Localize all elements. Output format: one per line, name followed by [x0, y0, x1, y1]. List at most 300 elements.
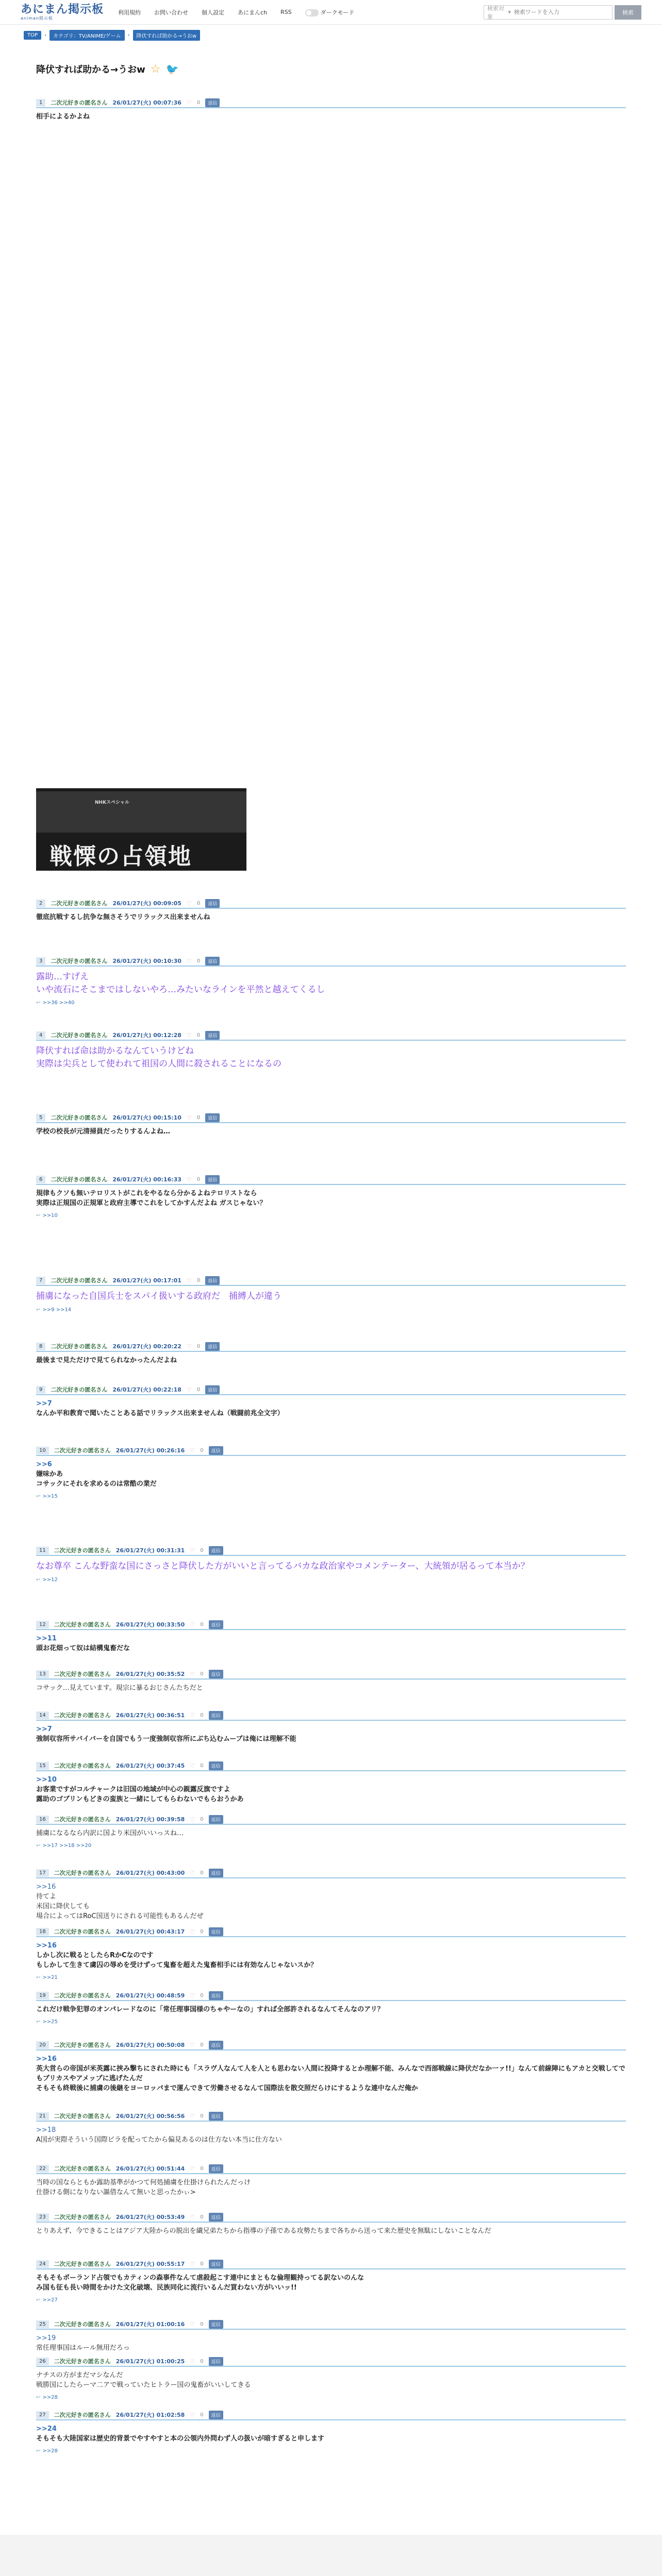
logo-subtext: animan掲示板 [21, 15, 53, 21]
back-references [36, 1577, 626, 1583]
poster-name: 二次元好きの匿名さん [51, 99, 108, 106]
post-number[interactable]: 16 [36, 1816, 49, 1823]
heart-count: 0 [200, 2358, 204, 2364]
post-text-line: 待てよ [36, 1892, 57, 1901]
reply-anchor-link[interactable]: >>16 [36, 1883, 56, 1891]
post-meta [36, 2212, 626, 2223]
heart-icon[interactable]: ♡ [190, 2320, 195, 2328]
reply-button[interactable]: 返信 [209, 2112, 223, 2121]
back-references [36, 1843, 626, 1849]
post-body [36, 2122, 626, 2145]
nav-contact-link[interactable]: お問い合わせ [154, 9, 189, 16]
post-number[interactable]: 15 [36, 1762, 49, 1770]
post-date: 26/01/27(火) 00:43:00 [115, 1870, 185, 1876]
post-number[interactable]: 18 [36, 1928, 49, 1936]
post-body [36, 2367, 626, 2391]
post-number[interactable]: 12 [36, 1621, 49, 1629]
reply-button[interactable]: 返信 [209, 1711, 223, 1720]
reply-arrow-icon: ↩ [36, 1974, 41, 1980]
post-text-line: 実際は尖兵として使われて祖国の人間に殺されることになるの [36, 1058, 282, 1069]
post-body [36, 1395, 626, 1419]
post-meta [36, 1669, 626, 1680]
post-text-line: ナチスの方がまだマシなんだ [36, 2371, 123, 2379]
post-text-line: 実際は正規国の正規軍と政府主導でこれをしてかすんだよね ガスじゃない？ [36, 1199, 267, 1207]
reply-button[interactable]: 返信 [205, 1385, 220, 1394]
post-number[interactable]: 2 [36, 900, 45, 907]
post-date: 26/01/27(火) 00:07:36 [112, 99, 181, 106]
post-meta [36, 2259, 626, 2269]
reply-anchor-link[interactable]: >>19 [36, 2334, 56, 2342]
post-number[interactable]: 11 [36, 1547, 49, 1554]
heart-count: 0 [200, 1870, 204, 1876]
post-text-line: 強制収容所サバイバーを自国でもう一度強制収容所にぶち込むムーブは俺には理解不能 [36, 1735, 296, 1743]
post-body [36, 909, 626, 923]
post-text-line: 降伏すれば命は助かるなんていうけどね [36, 1046, 194, 1056]
post-body [36, 967, 626, 996]
post [36, 2040, 626, 2093]
post-date: 26/01/27(火) 00:37:45 [115, 1762, 185, 1769]
post-date: 26/01/27(火) 00:39:58 [115, 1816, 185, 1823]
reply-button[interactable]: 返信 [209, 2213, 223, 2222]
poster-name: 二次元好きの匿名さん [51, 1386, 108, 1393]
post-text-line: 頭お花畑って奴は結構鬼畜だな [36, 1644, 130, 1652]
logo-text: あにまん掲示板 [21, 3, 104, 16]
search-area [484, 5, 641, 20]
poster-name: 二次元好きの匿名さん [54, 2042, 111, 2048]
post-body [36, 2330, 626, 2353]
post [36, 1927, 626, 1980]
back-reference-links[interactable]: >>10 [42, 1212, 58, 1218]
search-input[interactable] [514, 9, 609, 15]
back-reference-links[interactable]: >>25 [42, 2019, 58, 2025]
heart-icon[interactable]: ♡ [186, 1386, 192, 1393]
post-text-line: 露助…すげえ [36, 972, 89, 982]
breadcrumb-separator-icon: › [44, 32, 47, 38]
reply-button[interactable]: 返信 [209, 1670, 223, 1679]
reply-arrow-icon: ↩ [36, 1307, 41, 1313]
heart-count: 0 [200, 1447, 204, 1453]
post [36, 1546, 626, 1583]
reply-button[interactable]: 返信 [209, 2357, 223, 2366]
post-text-line: そもそも大陸国家は歴史的背景でやすやすと本の公領内外問わず人の扱いが暗すぎると申します [36, 2434, 325, 2443]
nav-animanch-link[interactable]: あにまんch [238, 9, 268, 16]
post-number[interactable]: 8 [36, 1343, 45, 1350]
thread-header [0, 45, 662, 81]
post-meta [36, 1991, 626, 2001]
post-body [36, 1041, 626, 1070]
post-number[interactable]: 1 [36, 99, 45, 107]
post-text-line: 規律もクソも無いテロリストがこれをやるなら分かるよねテロリストなら [36, 1190, 257, 1197]
post-date: 26/01/27(火) 00:36:51 [115, 1712, 185, 1719]
reply-button[interactable]: 返信 [209, 2411, 223, 2419]
reply-button[interactable]: 返信 [209, 2041, 223, 2049]
twitter-share-icon[interactable]: 🐦 [166, 63, 179, 75]
favorite-star-icon[interactable]: ☆ [150, 62, 161, 76]
post-meta [36, 899, 626, 909]
post-date: 26/01/27(火) 01:00:16 [115, 2321, 185, 2328]
heart-icon[interactable]: ♡ [190, 2112, 195, 2120]
reply-button[interactable]: 返信 [205, 1342, 220, 1351]
post-meta [36, 1815, 626, 1825]
post-body [36, 2223, 626, 2236]
post-text-line: なお尊卒 こんな野蛮な国にさっさと降伏した方がいいと言ってるバカな政治家やコメンテーター、大統領が居るって本当か？ [36, 1561, 529, 1571]
heart-icon[interactable]: ♡ [190, 2041, 195, 2048]
reply-button[interactable]: 返信 [209, 1546, 223, 1555]
heart-count: 0 [196, 1032, 201, 1038]
post-body [36, 2001, 626, 2015]
reply-button[interactable]: 返信 [205, 957, 220, 965]
heart-icon[interactable]: ♡ [190, 1621, 195, 1628]
heart-icon[interactable]: ♡ [190, 2213, 195, 2221]
post-body [36, 2269, 626, 2293]
post-date: 26/01/27(火) 00:09:05 [112, 900, 181, 907]
heart-icon[interactable]: ♡ [190, 2260, 195, 2267]
back-reference-links[interactable]: >>27 [42, 2297, 58, 2303]
reply-arrow-icon: ↩ [36, 2448, 41, 2454]
post-number[interactable]: 4 [36, 1031, 45, 1039]
post-text-line: とりあえず、今できることはアジア大陸からの脱出を繊兄弟たちから指導の子孫である攻勢たちまで各ちから送って来た歴史を無駄にしないことなんだ [36, 2227, 491, 2235]
post-number[interactable]: 23 [36, 2213, 49, 2221]
back-reference-links[interactable]: >>9 >>14 [42, 1307, 72, 1313]
post [36, 1710, 626, 1744]
site-header [0, 0, 662, 25]
heart-count: 0 [196, 99, 201, 106]
reply-anchor-link[interactable]: >>7 [36, 1725, 52, 1733]
heart-count: 0 [196, 1343, 201, 1349]
post-meta [36, 2319, 626, 2330]
post-text-line: これだけ戦争犯罪のオンパレードなのに「常任理事国様のちゃやーなの」すれば全部許されるなんてそんなのアリ？ [36, 2006, 384, 2013]
post-meta [36, 2164, 626, 2174]
post [36, 1113, 626, 1137]
post-meta [36, 956, 626, 967]
post-date: 26/01/27(火) 00:50:08 [115, 2042, 185, 2048]
search-box [484, 5, 613, 20]
back-references [36, 1000, 626, 1006]
post-text-line: いや流石にそこまではしないやろ…みたいなラインを平然と越えてくるし [36, 984, 325, 995]
poster-name: 二次元好きの匿名さん [54, 1447, 111, 1454]
post [36, 1030, 626, 1070]
post-number[interactable]: 17 [36, 1869, 49, 1877]
reply-button[interactable]: 返信 [209, 1927, 223, 1936]
post-meta [36, 1030, 626, 1041]
heart-count: 0 [200, 2165, 204, 2172]
post-body [36, 1286, 626, 1303]
post [36, 2259, 626, 2303]
poster-name: 二次元好きの匿名さん [51, 900, 108, 907]
post-meta [36, 1927, 626, 1937]
reply-button[interactable]: 返信 [209, 1761, 223, 1770]
post-date: 26/01/27(火) 00:15:10 [112, 1114, 181, 1121]
back-reference-links[interactable]: >>21 [42, 1974, 58, 1980]
heart-icon[interactable]: ♡ [190, 1762, 195, 1769]
post-meta [36, 2357, 626, 2367]
post-number[interactable]: 24 [36, 2260, 49, 2268]
poster-name: 二次元好きの匿名さん [54, 1712, 111, 1719]
post-number[interactable]: 9 [36, 1386, 45, 1394]
poster-name: 二次元好きの匿名さん [51, 1176, 108, 1183]
reply-button[interactable]: 返信 [205, 1113, 220, 1122]
nav-settings-link[interactable]: 個人設定 [202, 9, 225, 16]
post-date: 26/01/27(火) 00:51:44 [115, 2165, 185, 2172]
post [36, 1815, 626, 1849]
post-meta [36, 2410, 626, 2420]
post-text-line: 当時の国ならともか露助基準がかつて何処捕虜を仕掛けられたんだっけ [36, 2179, 251, 2187]
poster-name: 二次元好きの匿名さん [51, 1032, 108, 1039]
post-text-line: 最後まで見ただけで見てられなかったんだよね [36, 1357, 177, 1364]
post-number[interactable]: 13 [36, 1670, 49, 1678]
heart-count: 0 [196, 1386, 201, 1393]
reply-button[interactable]: 返信 [209, 2260, 223, 2268]
heart-icon[interactable]: ♡ [190, 1547, 195, 1554]
image-program-logo: NHKスペシャル [95, 800, 129, 805]
post [36, 1276, 626, 1313]
post-body [36, 1123, 626, 1137]
post-text-line: 学校の校長が元清掃員だったりするんよね… [36, 1128, 171, 1136]
search-target-select[interactable]: 検索対象 [487, 5, 504, 20]
post-meta [36, 1342, 626, 1352]
heart-icon[interactable]: ♡ [190, 1816, 195, 1823]
post-text-line: A国が実際そういう国際ビラを配ってたから偏見あるのは仕方ない本当に仕方ない [36, 2136, 282, 2144]
post-number[interactable]: 25 [36, 2320, 49, 2328]
post-number[interactable]: 10 [36, 1447, 49, 1454]
post-meta [36, 2040, 626, 2050]
heart-count: 0 [200, 2113, 204, 2119]
breadcrumb-thread[interactable]: 降伏すれば助かる→うおw [133, 30, 201, 41]
breadcrumb [0, 25, 662, 45]
heart-count: 0 [200, 1712, 204, 1718]
post-number[interactable]: 7 [36, 1277, 45, 1284]
poster-name: 二次元好きの匿名さん [54, 1870, 111, 1876]
post-number[interactable]: 14 [36, 1711, 49, 1719]
post-date: 26/01/27(火) 00:35:52 [115, 1671, 185, 1677]
post-body [36, 1878, 626, 1921]
back-references [36, 1494, 626, 1499]
heart-icon[interactable]: ♡ [190, 2358, 195, 2365]
heart-count: 0 [196, 900, 201, 906]
page-title: 降伏すれば助かる→うおw [36, 64, 145, 75]
heart-icon[interactable]: ♡ [186, 1277, 192, 1284]
nav-terms-link[interactable]: 利用規約 [118, 9, 141, 16]
post-meta [36, 1710, 626, 1721]
heart-icon[interactable]: ♡ [186, 1031, 192, 1039]
reply-arrow-icon: ↩ [36, 1577, 41, 1583]
post [36, 1620, 626, 1654]
back-reference-links[interactable]: >>28 [42, 2448, 58, 2454]
poster-name: 二次元好きの匿名さん [51, 1114, 108, 1121]
heart-icon[interactable]: ♡ [186, 1343, 192, 1350]
heart-count: 0 [200, 1762, 204, 1769]
breadcrumb-top[interactable]: TOP [24, 31, 41, 40]
post-text-line: 場合によってはRoC国送りにされる可能性もあるんだぜ [36, 1912, 204, 1920]
poster-name: 二次元好きの匿名さん [54, 2321, 111, 2328]
post-number[interactable]: 21 [36, 2112, 49, 2120]
post-body [36, 2420, 626, 2444]
back-reference-links[interactable]: >>15 [42, 1493, 58, 1499]
reply-button[interactable]: 返信 [209, 1620, 223, 1629]
heart-icon[interactable]: ♡ [190, 1928, 195, 1935]
post-body [36, 2050, 626, 2093]
post-date: 26/01/27(火) 00:53:49 [115, 2214, 185, 2221]
post-meta [36, 1446, 626, 1456]
heart-count: 0 [200, 1621, 204, 1628]
reply-button[interactable]: 返信 [209, 2320, 223, 2329]
chevron-down-icon: ▾ [508, 9, 511, 15]
reply-anchor-link[interactable]: >>18 [36, 2126, 56, 2134]
heart-icon[interactable]: ♡ [186, 957, 192, 964]
post-date: 26/01/27(火) 00:16:33 [112, 1176, 181, 1183]
post-number[interactable]: 27 [36, 2411, 49, 2419]
post [36, 956, 626, 1006]
back-reference-links[interactable]: >>36 >>40 [42, 1000, 75, 1006]
reply-anchor-link[interactable]: >>7 [36, 1400, 52, 1408]
post-number[interactable]: 26 [36, 2358, 49, 2365]
post [36, 2357, 626, 2400]
heart-icon[interactable]: ♡ [190, 1447, 195, 1454]
search-button[interactable]: 検索 [615, 5, 641, 20]
reply-button[interactable]: 返信 [209, 2164, 223, 2173]
post-body [36, 1456, 626, 1489]
heart-icon[interactable]: ♡ [186, 900, 192, 907]
post-text-line: そもそもポーランド占領でもカティンの森事件なんて虐殺起こす連中にまともな倫理観持ってる訳ないのんな [36, 2274, 364, 2282]
site-logo[interactable] [21, 4, 104, 21]
poster-name: 二次元好きの匿名さん [54, 2214, 111, 2221]
post-number[interactable]: 22 [36, 2165, 49, 2173]
post-meta [36, 1175, 626, 1185]
post-meta [36, 1276, 626, 1286]
poster-name: 二次元好きの匿名さん [51, 1277, 108, 1284]
post [36, 1761, 626, 1805]
post-number[interactable]: 6 [36, 1176, 45, 1183]
post-meta [36, 1113, 626, 1123]
poster-name: 二次元好きの匿名さん [54, 2261, 111, 2267]
heart-icon[interactable]: ♡ [186, 1114, 192, 1121]
post-body [36, 1185, 626, 1209]
reply-anchor-link[interactable]: >>11 [36, 1635, 57, 1642]
toggle-switch[interactable] [305, 9, 319, 16]
nav-rss-link[interactable]: RSS [280, 9, 292, 15]
post-body [36, 1352, 626, 1366]
post-number[interactable]: 5 [36, 1114, 45, 1122]
post-text-line: なんか平和教育で聞いたことある話でリラックス出来ませんね（戦闘前兆全文字） [36, 1409, 284, 1417]
poster-name: 二次元好きの匿名さん [54, 1816, 111, 1823]
heart-icon[interactable]: ♡ [190, 1869, 195, 1876]
post-date: 26/01/27(火) 00:22:18 [112, 1386, 181, 1393]
poster-name: 二次元好きの匿名さん [54, 1762, 111, 1769]
reply-button[interactable]: 返信 [205, 899, 220, 908]
back-reference-links[interactable]: >>17 >>18 >>20 [42, 1842, 92, 1849]
post [36, 2212, 626, 2236]
post-number[interactable]: 20 [36, 2041, 49, 2049]
heart-icon[interactable]: ♡ [190, 2411, 195, 2418]
post-date: 26/01/27(火) 00:26:16 [115, 1447, 185, 1454]
back-references [36, 2448, 626, 2454]
post-date: 26/01/27(火) 00:43:17 [115, 1928, 185, 1935]
post-text-line: 捕虜になるなら内訳に国より米国がいいっスね… [36, 1829, 184, 1837]
heart-count: 0 [196, 958, 201, 964]
post-text-line: もしかして生きて虜囚の辱めを受けずって鬼畜を超えた鬼畜相手には有効なんじゃないスか？ [36, 1961, 318, 1969]
back-references [36, 2019, 626, 2025]
back-reference-links[interactable]: >>12 [42, 1577, 58, 1583]
post-text-line: 露助のゴブリンもどきの蛮族と一緒にしてもらわないでもらおうかあ [36, 1795, 244, 1803]
reply-button[interactable]: 返信 [205, 1031, 220, 1040]
post-date: 26/01/27(火) 00:17:01 [112, 1277, 181, 1284]
post-number[interactable]: 3 [36, 957, 45, 965]
reply-button[interactable]: 返信 [205, 1276, 220, 1285]
heart-count: 0 [200, 1671, 204, 1677]
reply-arrow-icon: ↩ [36, 1000, 41, 1006]
post-meta [36, 98, 626, 108]
post-body [36, 108, 626, 122]
heart-icon[interactable]: ♡ [190, 2165, 195, 2172]
heart-icon[interactable]: ♡ [190, 1670, 195, 1677]
breadcrumb-category[interactable]: カテゴリ：TV/ANIME/ゲーム [49, 30, 125, 41]
reply-button[interactable]: 返信 [205, 98, 220, 107]
post [36, 2111, 626, 2145]
reply-anchor-link[interactable]: >>16 [36, 2055, 57, 2063]
reply-arrow-icon: ↩ [36, 2394, 41, 2400]
heart-count: 0 [200, 1547, 204, 1553]
poster-name: 二次元好きの匿名さん [54, 1547, 111, 1554]
heart-icon[interactable]: ♡ [190, 1992, 195, 1999]
back-references [36, 1307, 626, 1313]
post-date: 26/01/27(火) 01:00:25 [115, 2358, 185, 2365]
heart-count: 0 [200, 2321, 204, 2327]
post-date: 26/01/27(火) 00:33:50 [115, 1621, 185, 1628]
back-references [36, 1213, 626, 1218]
reply-anchor-link[interactable]: >>10 [36, 1776, 57, 1784]
dark-mode-toggle[interactable] [305, 8, 355, 16]
post [36, 1342, 626, 1366]
post [36, 2319, 626, 2353]
heart-icon[interactable]: ♡ [186, 1176, 192, 1183]
post-image[interactable] [36, 788, 246, 871]
reply-button[interactable]: 返信 [205, 1175, 220, 1184]
post-text-line: 相手によるかよね [36, 113, 90, 121]
post-meta [36, 1761, 626, 1771]
back-reference-links[interactable]: >>28 [42, 2394, 58, 2400]
post [36, 2164, 626, 2198]
heart-icon[interactable]: ♡ [186, 99, 192, 106]
reply-anchor-link[interactable]: >>6 [36, 1461, 52, 1468]
reply-button[interactable]: 返信 [209, 1815, 223, 1824]
reply-button[interactable]: 返信 [209, 1446, 223, 1455]
poster-name: 二次元好きの匿名さん [54, 2113, 111, 2120]
footer-band [0, 2535, 662, 2576]
post-body [36, 1937, 626, 1971]
post-number[interactable]: 19 [36, 1992, 49, 1999]
post-body [36, 2174, 626, 2198]
post-text-line: 米国に降伏しても [36, 1902, 90, 1910]
poster-name: 二次元好きの匿名さん [54, 2165, 111, 2172]
reply-anchor-link[interactable]: >>16 [36, 1942, 57, 1950]
heart-icon[interactable]: ♡ [190, 1711, 195, 1719]
post-meta [36, 2111, 626, 2122]
reply-button[interactable]: 返信 [209, 1869, 223, 1877]
post-meta [36, 1620, 626, 1630]
post-body [36, 1825, 626, 1839]
reply-button[interactable]: 返信 [209, 1991, 223, 2000]
post-date: 26/01/27(火) 00:56:56 [115, 2113, 185, 2120]
reply-anchor-link[interactable]: >>24 [36, 2425, 57, 2433]
post [36, 2410, 626, 2454]
post-body [36, 1556, 626, 1573]
post-text-line: 捕虜になった自国兵士をスパイ扱いする政府だ 捕縛人が違う [36, 1291, 282, 1301]
reply-arrow-icon: ↩ [36, 2297, 41, 2303]
post-body [36, 1721, 626, 1744]
heart-count: 0 [196, 1114, 201, 1121]
reply-arrow-icon: ↩ [36, 1842, 41, 1849]
back-references [36, 1975, 626, 1980]
